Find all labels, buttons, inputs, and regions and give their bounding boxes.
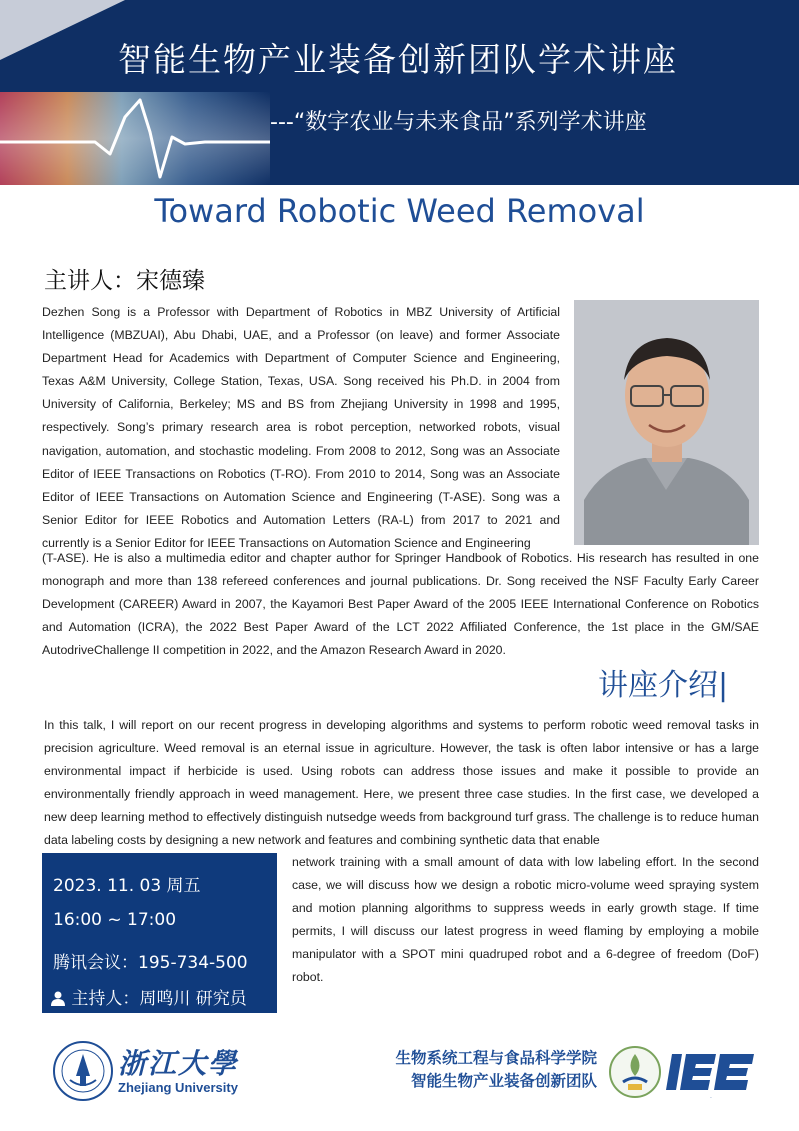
header-corner-triangle bbox=[0, 0, 125, 60]
speaker-photo bbox=[574, 300, 759, 545]
host-row bbox=[50, 984, 247, 1009]
speaker-label: 主讲人：宋德臻 bbox=[44, 268, 205, 294]
college-emblem-icon bbox=[608, 1044, 662, 1100]
ibe-logo-block bbox=[606, 1042, 756, 1102]
zju-logo-block bbox=[52, 1038, 252, 1104]
event-time: 16:00 ~ 17:00 bbox=[53, 910, 177, 930]
abstract-part-a: In this talk, I will report on our recent progress in developing algorithms and systems to perform robotic weed removal tasks in precision agriculture. Weed removal is an eternal issue in agriculture. However, the task is often labor intensive or has a large environmental impact if herbicide is used. Using robots can address those issues and make it possible to provide an environmentally friendly approach in weed management. Here, we present three case studies. In the first case, we developed a new deep learning method to effectively distinguish nutsedge weeds from background turf grass. The challenge is to reduce human data labeling costs by designing a new network and features and combining synthetic data that enable bbox=[44, 718, 759, 848]
event-date: 2023. 11. 03 周五 bbox=[53, 876, 201, 896]
footer-affiliation bbox=[368, 1047, 597, 1093]
speaker-bio-part-b: (T-ASE). He is also a multimedia editor and chapter author for Springer Handbook of Robotics. His research has resulted in one monograph and more than 138 refereed conferences and journal publications. Dr. Song received the NSF Faculty Early Career Development (CAREER) Award in 2007, the Kayamori Best Paper Award of the 2005 IEEE International Conference on Robotics and Automation (ICRA), the 2022 Best Paper Award of the LCT 2022 Affiliated Conference, the 1st place in the GM/SAE AutodriveChallenge II competition in 2022, and the Amazon Research Award in 2020. bbox=[42, 551, 759, 658]
abstract-part-b: network training with a small amount of data with low labeling effort. In the second case, we will discuss how we design a robotic micro-volume weed spraying system and motion planning algorithms to suppress weeds in early growth stage. If time permits, I will discuss our latest progress in weed flaming by employing a mobile manipulator with a SPOT mini quadruped robot and a 6-degree of freedom (DoF) robot. bbox=[292, 855, 759, 985]
zju-emblem-icon bbox=[52, 1040, 114, 1102]
zju-english-name: Zhejiang University bbox=[118, 1080, 238, 1095]
event-info-box bbox=[42, 853, 277, 1013]
zju-chinese-name: 浙江大學 bbox=[118, 1047, 239, 1080]
college-name: 生物系统工程与食品科学学院 bbox=[395, 1049, 597, 1067]
ibe-wordmark: IBE bbox=[710, 1098, 712, 1099]
meeting-id: 腾讯会议：195-734-500 bbox=[53, 953, 248, 973]
speaker-portrait-graphic bbox=[574, 300, 759, 545]
heartbeat-wave-graphic bbox=[0, 92, 270, 185]
person-icon bbox=[50, 990, 66, 1006]
header-banner bbox=[0, 0, 799, 185]
speaker-bio-part-a: Dezhen Song is a Professor with Department of Robotics in MBZ University of Artificial Intelligence (MBZUAI), Abu Dhabi, UAE, and a Professor (on leave) and former Associate Department Head for Academics with Department of Computer Science and Engineering, Texas A&M University, College Station, Texas, USA. Song received his Ph.D. in 2004 from University of California, Berkeley; MS and BS from Zhejiang University in 1998 and 1995, respectively. Song’s primary research area is robot perception, networked robots, visual navigation, automation, and stochastic modeling. From 2008 to 2012, Song was an Associate Editor of IEEE Transactions on Robotics (T-RO). From 2010 to 2014, Song was an Associate Editor of IEEE Transactions on Automation Science and Engineering (T-ASE). Song was a Senior Editor for IEEE Robotics and Automation Letters (RA-L) from 2017 to 2021 and currently is a Senior Editor for IEEE Transactions on Automation Science and Engineering bbox=[42, 305, 560, 550]
lecture-intro-heading: 讲座介绍| bbox=[598, 668, 729, 703]
ibe-logo-graphic bbox=[666, 1052, 754, 1099]
host-label: 主持人：周鸣川 研究员 bbox=[71, 989, 247, 1009]
series-title: ---“数字农业与未来食品”系列学术讲座 bbox=[270, 110, 647, 135]
talk-title: Toward Robotic Weed Removal bbox=[154, 192, 645, 230]
team-name: 智能生物产业装备创新团队 bbox=[410, 1072, 597, 1090]
main-title: 智能生物产业装备创新团队学术讲座 bbox=[118, 40, 678, 79]
